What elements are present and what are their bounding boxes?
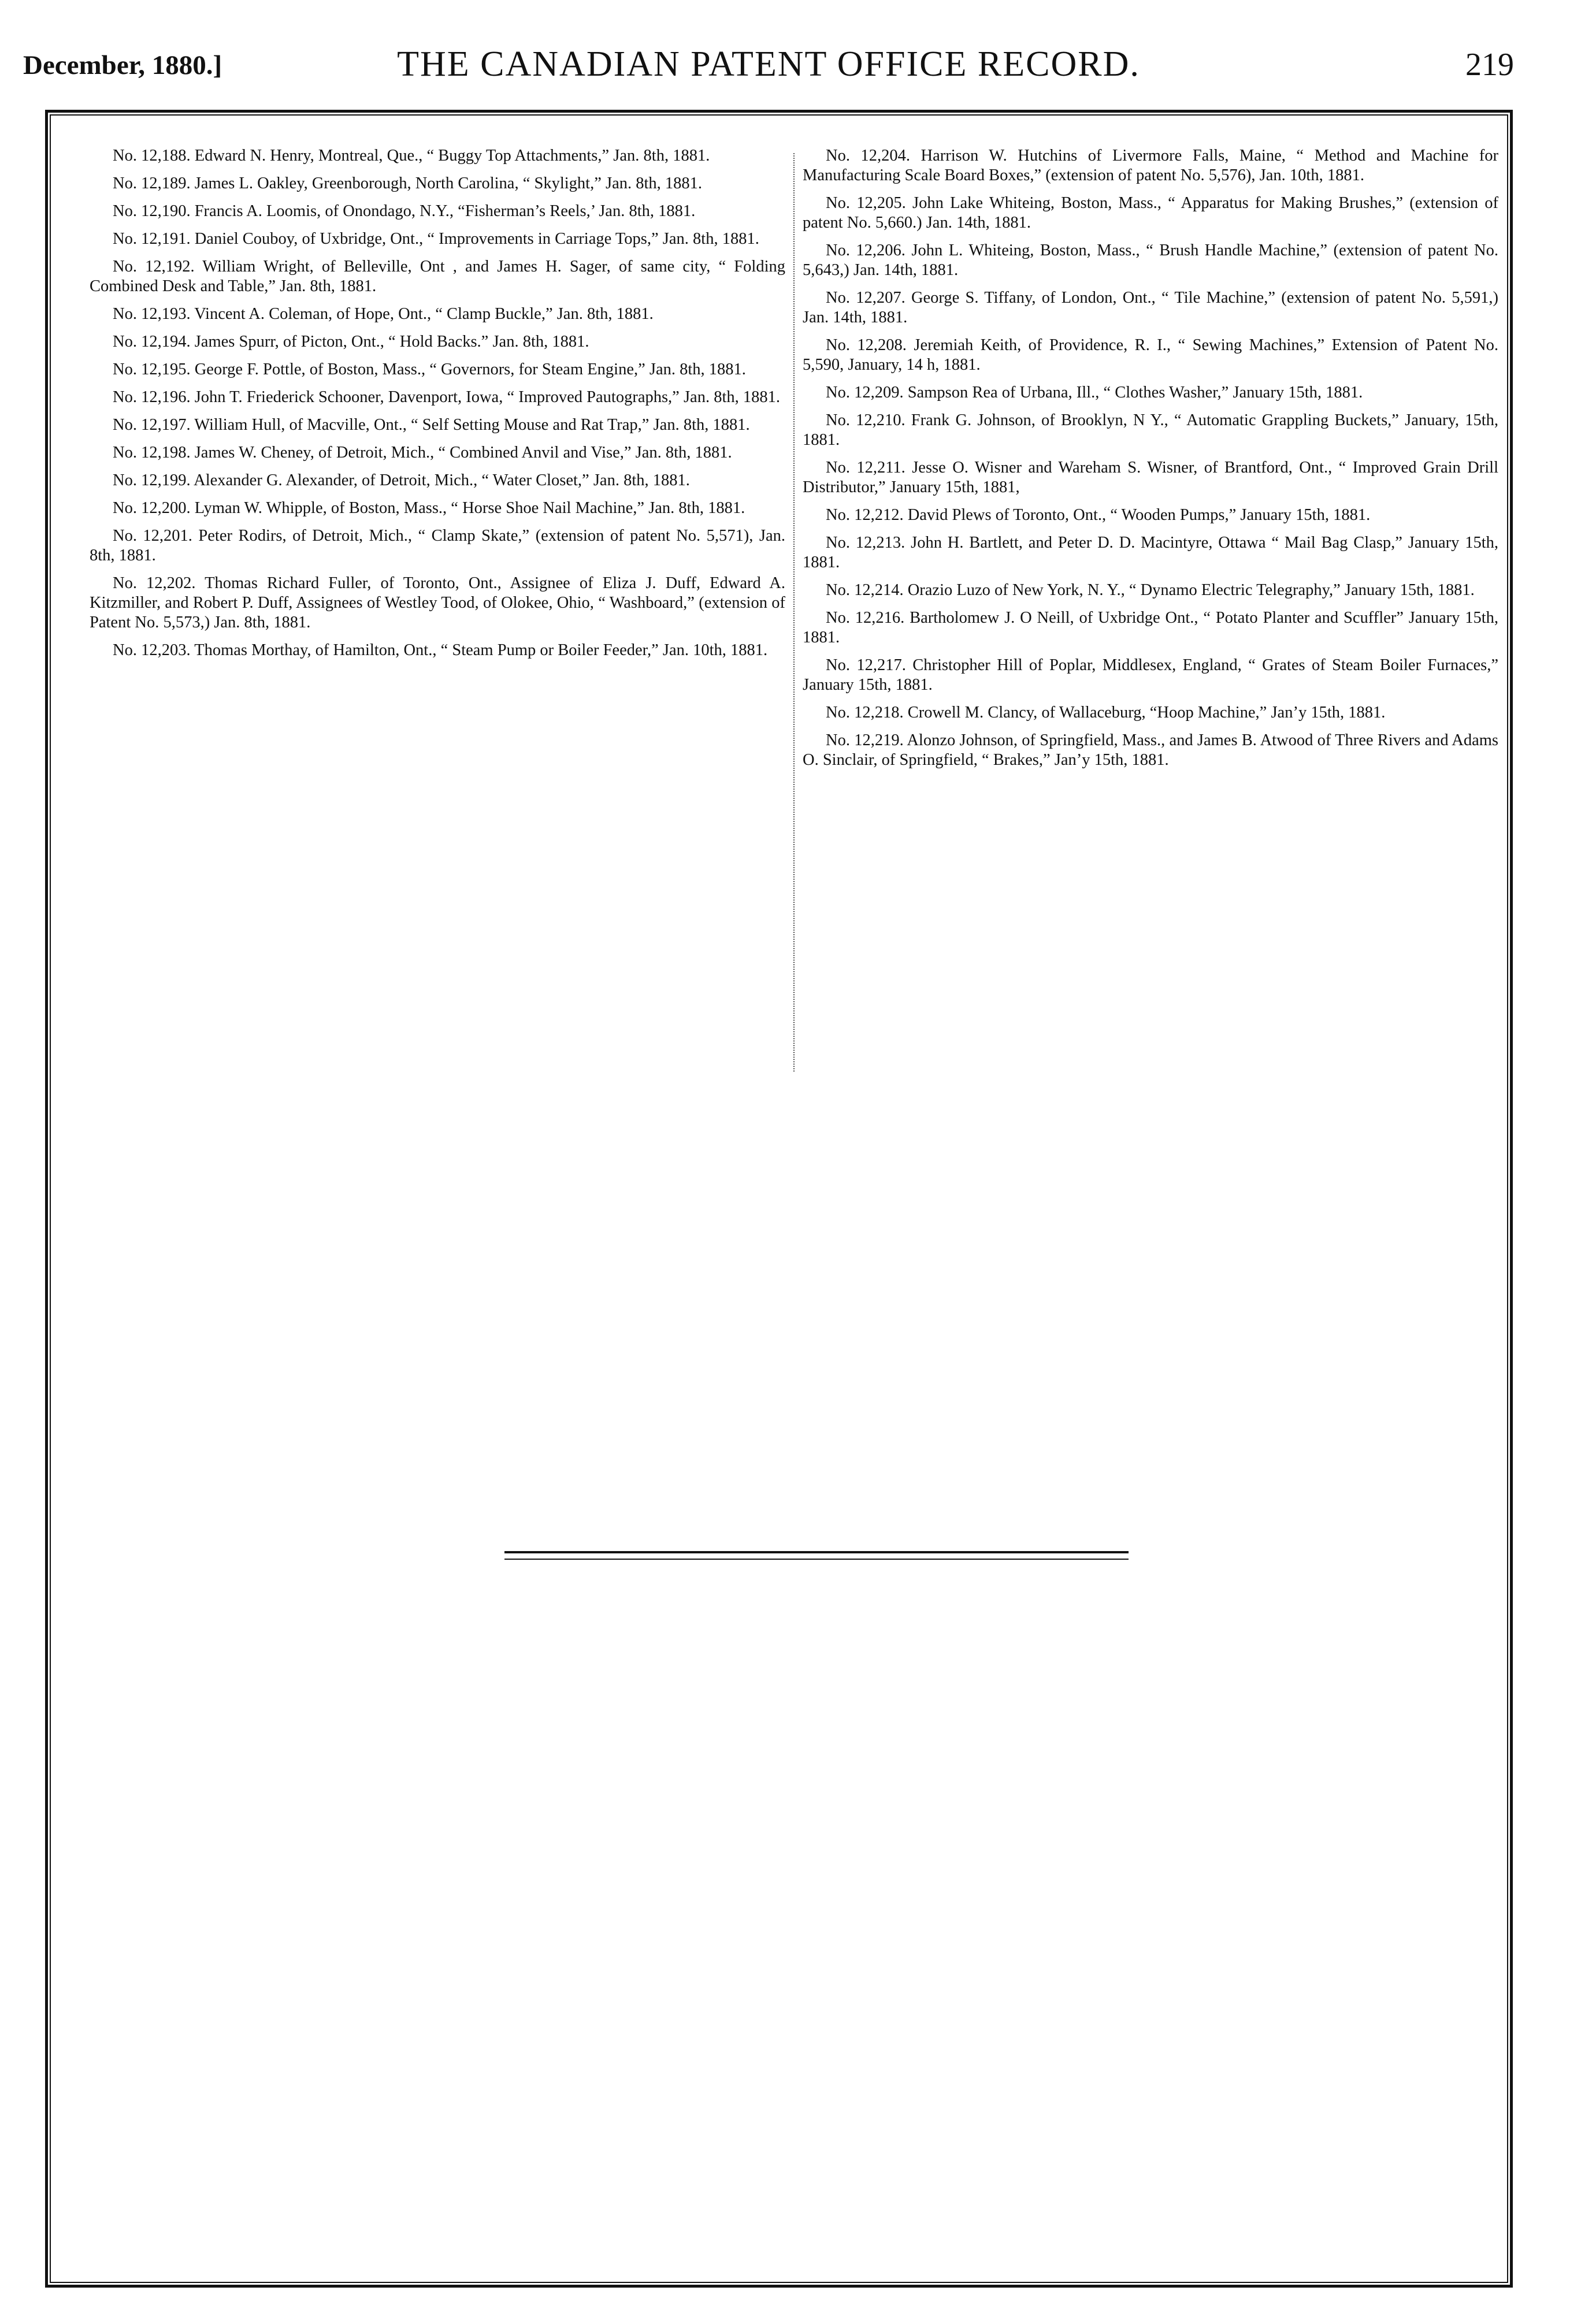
patent-entry: No. 12,203. Thomas Morthay, of Hamilton, Ont., “ Steam Pump or Boiler Feeder,” Jan. 10th, 1881. (113, 641, 768, 659)
patent-entry: No. 12,207. George S. Tiffany, of London, Ont., “ Tile Machine,” (extension of patent No. 5,591,) Jan. 14th, 1881. (803, 289, 1498, 326)
patent-entry: No. 12,212. David Plews of Toronto, Ont., “ Wooden Pumps,” January 15th, 1881. (826, 506, 1371, 524)
patent-entry: No. 12,196. John T. Friederick Schooner, Davenport, Iowa, “ Improved Pautographs,” Jan. 8th, 1881. (113, 388, 780, 406)
patent-entry: No. 12,210. Frank G. Johnson, of Brooklyn, N Y., “ Automatic Grappling Buckets,” January, 15th, 1881. (803, 411, 1498, 449)
patent-entry: No. 12,199. Alexander G. Alexander, of Detroit, Mich., “ Water Closet,” Jan. 8th, 1881. (113, 471, 690, 489)
patent-entry: No. 12,193. Vincent A. Coleman, of Hope, Ont., “ Clamp Buckle,” Jan. 8th, 1881. (113, 305, 654, 323)
page-number: 219 (1465, 47, 1514, 83)
patent-entry: No. 12,200. Lyman W. Whipple, of Boston, Mass., “ Horse Shoe Nail Machine,” Jan. 8th, 1881. (113, 499, 745, 517)
patent-entry: No. 12,216. Bartholomew J. O Neill, of Uxbridge Ont., “ Potato Planter and Scuffler” January 15th, 1881. (803, 609, 1498, 646)
patent-entry: No. 12,209. Sampson Rea of Urbana, Ill., “ Clothes Washer,” January 15th, 1881. (826, 384, 1363, 401)
left-column (90, 146, 785, 668)
patent-entry: No. 12,204. Harrison W. Hutchins of Livermore Falls, Maine, “ Method and Machine for Manufacturing Scale Board Boxes,” (extension of patent No. 5,576), Jan. 10th, 1881. (803, 147, 1498, 184)
patent-entry: No. 12,190. Francis A. Loomis, of Onondago, N.Y., “Fisherman’s Reels,’ Jan. 8th, 1881. (113, 202, 696, 220)
patent-entry: No. 12,202. Thomas Richard Fuller, of Toronto, Ont., Assignee of Eliza J. Duff, Edward A. Kitzmiller, and Robert P. Duff, Assignees of Westley Tood, of Olokee, Ohio, “ Washboard,” (extension of Patent No. 5,573,) Jan. 8th, 1881. (90, 574, 785, 631)
patent-entry: No. 12,191. Daniel Couboy, of Uxbridge, Ont., “ Improvements in Carriage Tops,” Jan. 8th, 1881. (113, 230, 759, 248)
end-rule-thin (504, 1559, 1129, 1560)
issue-date: December, 1880.] (23, 50, 222, 80)
patent-entry: No. 12,195. George F. Pottle, of Boston, Mass., “ Governors, for Steam Engine,” Jan. 8th, 1881. (113, 360, 746, 378)
running-head (23, 46, 1514, 92)
end-rule (504, 1551, 1129, 1553)
patent-entry: No. 12,219. Alonzo Johnson, of Springfield, Mass., and James B. Atwood of Three Rivers and Adams O. Sinclair, of Springfield, “ Brakes,” Jan’y 15th, 1881. (803, 731, 1498, 769)
patent-entry: No. 12,201. Peter Rodirs, of Detroit, Mich., “ Clamp Skate,” (extension of patent No. 5,571), Jan. 8th, 1881. (90, 527, 785, 564)
patent-entry: No. 12,208. Jeremiah Keith, of Providence, R. I., “ Sewing Machines,” Extension of Patent No. 5,590, January, 14 h, 1881. (803, 336, 1498, 374)
column-divider (793, 153, 795, 1072)
patent-entry: No. 12,213. John H. Bartlett, and Peter D. D. Macintyre, Ottawa “ Mail Bag Clasp,” January 15th, 1881. (803, 534, 1498, 571)
patent-entry: No. 12,205. John Lake Whiteing, Boston, Mass., “ Apparatus for Making Brushes,” (extension of patent No. 5,660.) Jan. 14th, 1881. (803, 194, 1498, 232)
patent-entry: No. 12,206. John L. Whiteing, Boston, Mass., “ Brush Handle Machine,” (extension of patent No. 5,643,) Jan. 14th, 1881. (803, 241, 1498, 279)
publication-title: THE CANADIAN PATENT OFFICE RECORD. (397, 44, 1140, 84)
patent-entry: No. 12,192. William Wright, of Belleville, Ont , and James H. Sager, of same city, “ Folding Combined Desk and Table,” Jan. 8th, 1881. (90, 258, 785, 295)
page-border (45, 110, 1513, 2288)
patent-entry: No. 12,189. James L. Oakley, Greenborough, North Carolina, “ Skylight,” Jan. 8th, 1881. (113, 174, 703, 192)
patent-entry: No. 12,218. Crowell M. Clancy, of Wallaceburg, “Hoop Machine,” Jan’y 15th, 1881. (826, 704, 1386, 722)
patent-entry: No. 12,214. Orazio Luzo of New York, N. Y., “ Dynamo Electric Telegraphy,” January 15th, 1881. (826, 581, 1475, 599)
patent-entry: No. 12,194. James Spurr, of Picton, Ont., “ Hold Backs.” Jan. 8th, 1881. (113, 333, 589, 351)
patent-entry: No. 12,211. Jesse O. Wisner and Wareham S. Wisner, of Brantford, Ont., “ Improved Grain Drill Distributor,” January 15th, 1881, (803, 459, 1498, 496)
right-column (803, 146, 1498, 778)
patent-entry: No. 12,198. James W. Cheney, of Detroit, Mich., “ Combined Anvil and Vise,” Jan. 8th, 1881. (113, 444, 732, 462)
patent-entry: No. 12,197. William Hull, of Macville, Ont., “ Self Setting Mouse and Rat Trap,” Jan. 8th, 1881. (113, 416, 750, 434)
patent-entry: No. 12,217. Christopher Hill of Poplar, Middlesex, England, “ Grates of Steam Boiler Furnaces,” January 15th, 1881. (803, 656, 1498, 694)
patent-entry: No. 12,188. Edward N. Henry, Montreal, Que., “ Buggy Top Attachments,” Jan. 8th, 1881. (113, 147, 710, 165)
